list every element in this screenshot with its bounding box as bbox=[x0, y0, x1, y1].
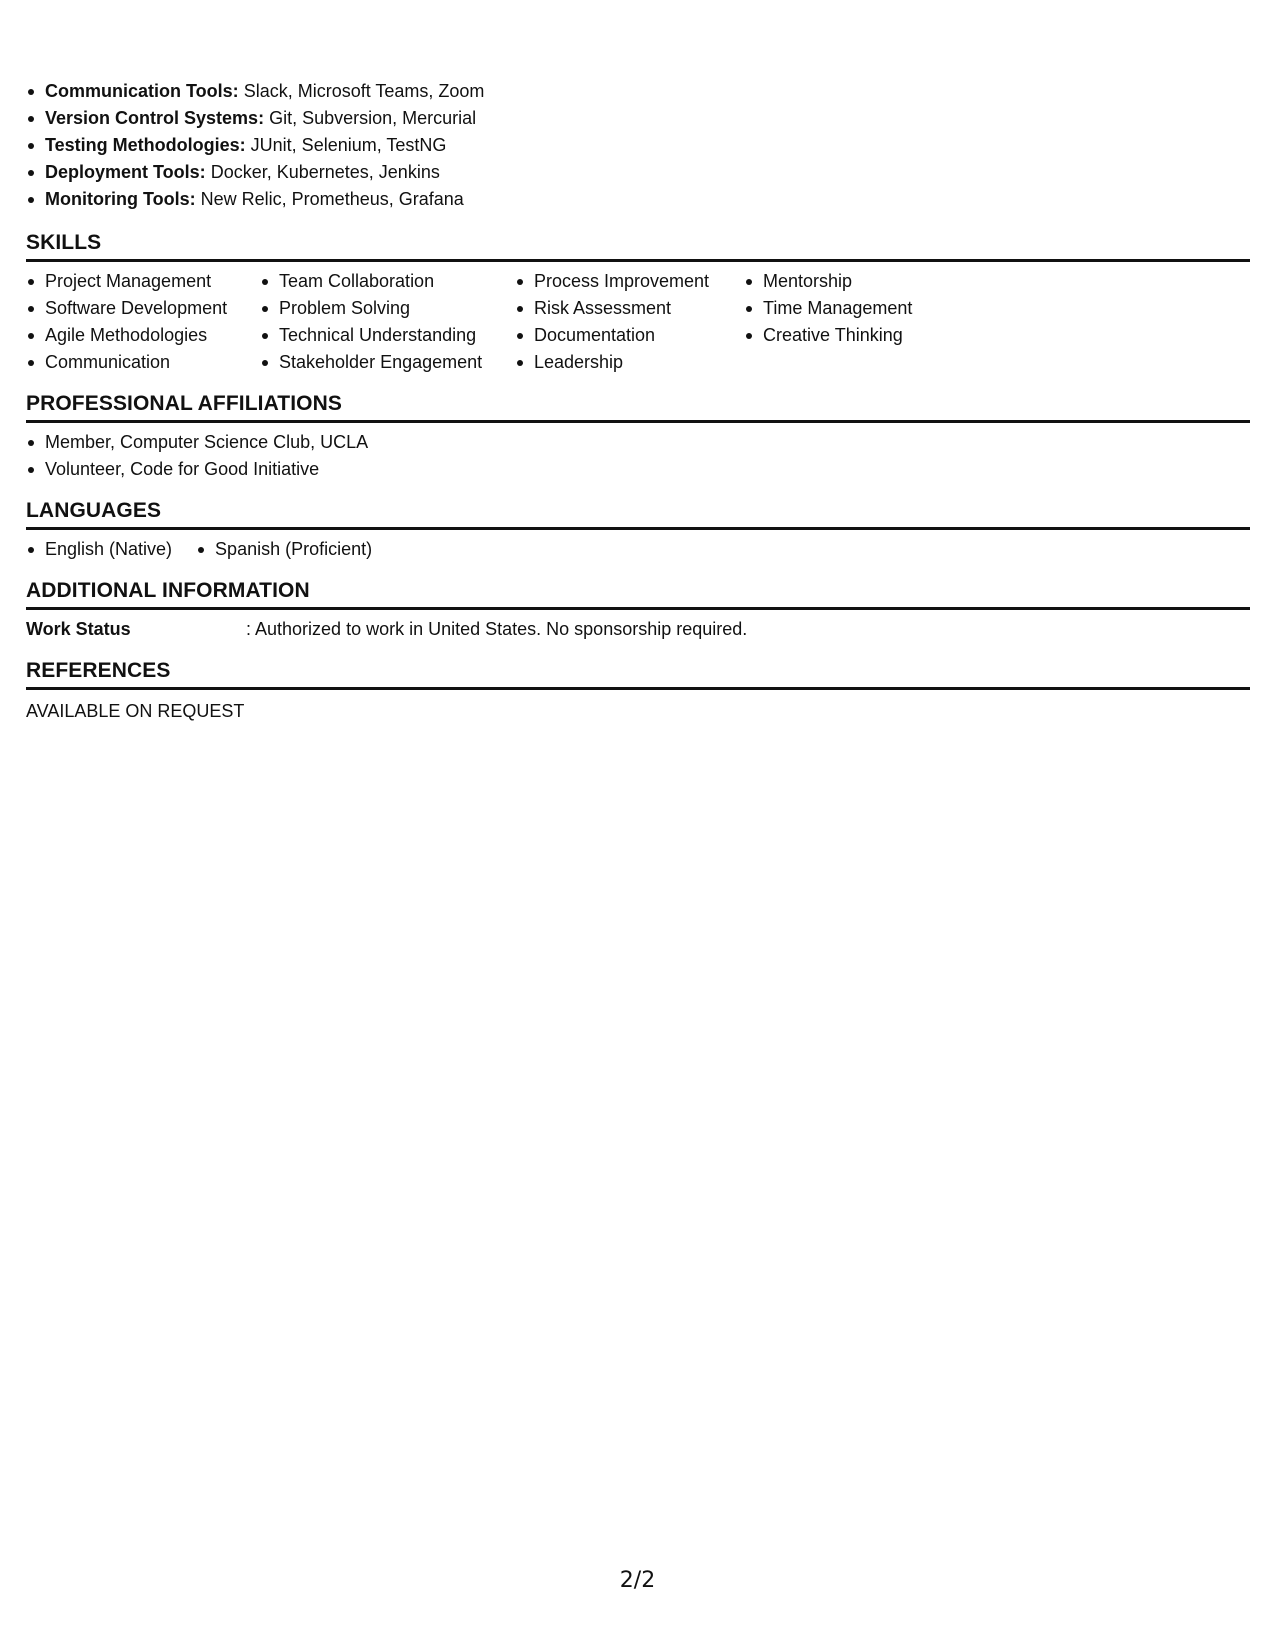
language-item: English (Native) bbox=[26, 536, 172, 563]
references-section bbox=[26, 659, 1250, 725]
tools-value: Git, Subversion, Mercurial bbox=[269, 108, 477, 128]
tools-label: Testing Methodologies: bbox=[45, 135, 246, 155]
additional-title: ADDITIONAL INFORMATION bbox=[26, 579, 1250, 610]
tools-value: Docker, Kubernetes, Jenkins bbox=[210, 162, 440, 182]
work-status-row bbox=[26, 616, 1250, 643]
skills-section bbox=[26, 231, 1250, 376]
work-status-value: : Authorized to work in United States. No sponsorship required. bbox=[246, 619, 748, 639]
skill-item: Process Improvement bbox=[515, 268, 744, 295]
tools-item-monitoring bbox=[26, 186, 1250, 213]
skills-column-3 bbox=[515, 268, 744, 376]
skill-item: Time Management bbox=[744, 295, 944, 322]
tools-item-testing bbox=[26, 132, 1250, 159]
skills-column-1 bbox=[26, 268, 260, 376]
skill-item: Communication bbox=[26, 349, 260, 376]
affiliation-item: Member, Computer Science Club, UCLA bbox=[26, 429, 1250, 456]
skill-item: Leadership bbox=[515, 349, 744, 376]
skill-item: Documentation bbox=[515, 322, 744, 349]
tools-item-deployment bbox=[26, 159, 1250, 186]
tools-label: Monitoring Tools: bbox=[45, 189, 196, 209]
additional-section bbox=[26, 579, 1250, 643]
skill-item: Agile Methodologies bbox=[26, 322, 260, 349]
skill-item: Mentorship bbox=[744, 268, 944, 295]
skill-item: Project Management bbox=[26, 268, 260, 295]
skill-item: Team Collaboration bbox=[260, 268, 515, 295]
skills-column-4 bbox=[744, 268, 944, 376]
tools-label: Deployment Tools: bbox=[45, 162, 206, 182]
tools-label: Version Control Systems: bbox=[45, 108, 265, 128]
languages-row bbox=[26, 536, 1250, 563]
tools-value: JUnit, Selenium, TestNG bbox=[250, 135, 447, 155]
languages-section bbox=[26, 499, 1250, 563]
resume-page bbox=[26, 78, 1250, 725]
references-text: AVAILABLE ON REQUEST bbox=[26, 701, 245, 721]
skill-item: Risk Assessment bbox=[515, 295, 744, 322]
languages-list bbox=[26, 536, 396, 563]
tools-item-version-control bbox=[26, 105, 1250, 132]
skill-item: Technical Understanding bbox=[260, 322, 515, 349]
tools-value: Slack, Microsoft Teams, Zoom bbox=[243, 81, 485, 101]
tools-label: Communication Tools: bbox=[45, 81, 239, 101]
skill-item: Problem Solving bbox=[260, 295, 515, 322]
skills-title: SKILLS bbox=[26, 231, 1250, 262]
languages-title: LANGUAGES bbox=[26, 499, 1250, 530]
affiliations-section bbox=[26, 392, 1250, 483]
skill-item: Software Development bbox=[26, 295, 260, 322]
page-number: 2/2 bbox=[619, 1568, 656, 1593]
skill-item: Stakeholder Engagement bbox=[260, 349, 515, 376]
language-item: Spanish (Proficient) bbox=[196, 536, 372, 563]
work-status-label: Work Status bbox=[26, 619, 131, 639]
tools-value: New Relic, Prometheus, Grafana bbox=[200, 189, 464, 209]
skills-grid bbox=[26, 268, 1250, 376]
skill-item: Creative Thinking bbox=[744, 322, 944, 349]
references-title: REFERENCES bbox=[26, 659, 1250, 690]
skills-column-2 bbox=[260, 268, 515, 376]
affiliation-item: Volunteer, Code for Good Initiative bbox=[26, 456, 1250, 483]
tools-item-communication bbox=[26, 78, 1250, 105]
tools-list bbox=[26, 78, 1250, 213]
affiliations-list bbox=[26, 429, 1250, 483]
affiliations-title: PROFESSIONAL AFFILIATIONS bbox=[26, 392, 1250, 423]
